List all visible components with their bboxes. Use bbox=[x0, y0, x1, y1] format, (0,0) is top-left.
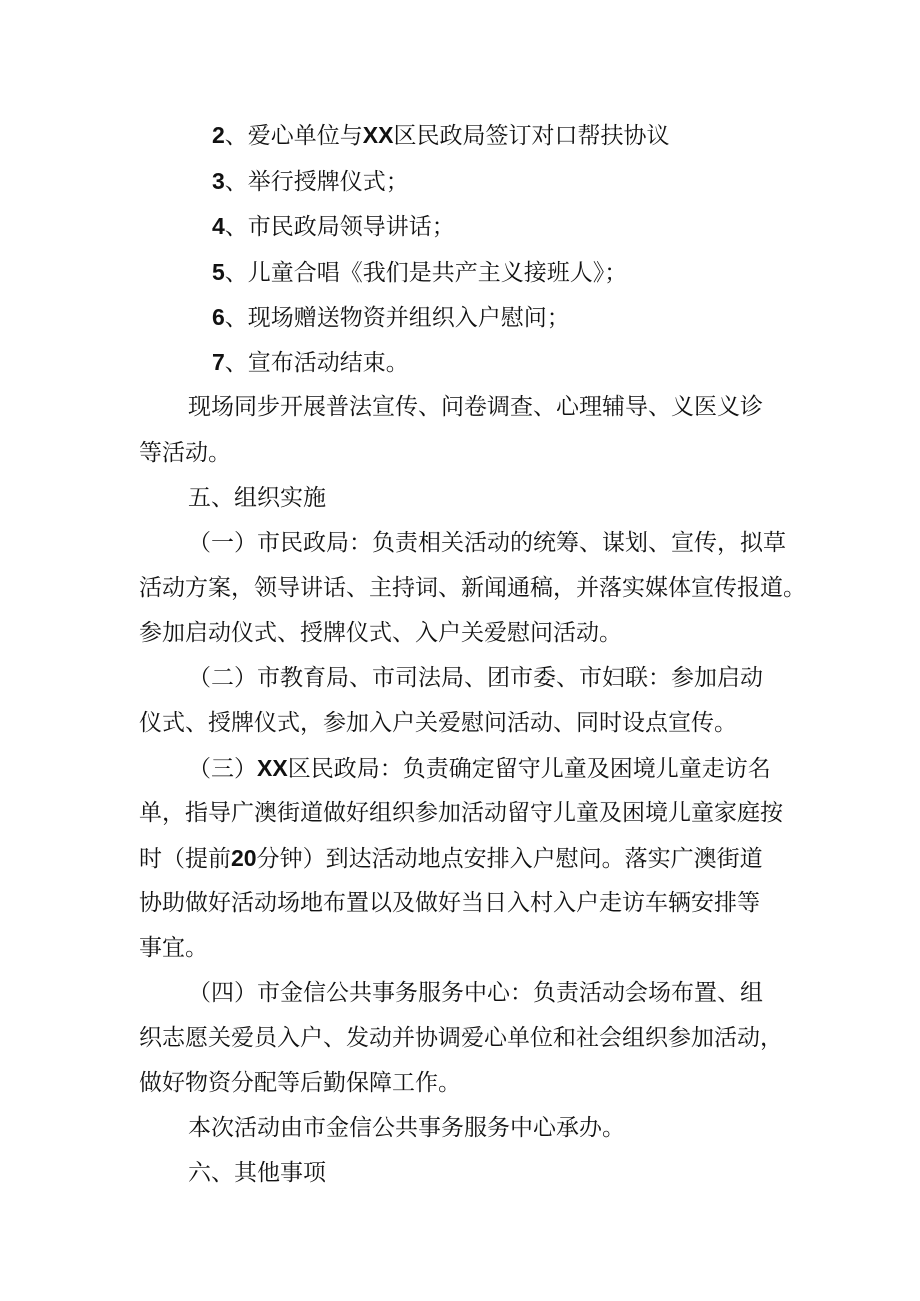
agenda-item-3: 3、举行授牌仪式； bbox=[212, 168, 409, 195]
section-5-p3-line-4: 协助做好活动场地布置以及做好当日入村入户走访车辆安排等 bbox=[139, 890, 760, 916]
agenda-item-6: 6、现场赠送物资并组织入户慰问； bbox=[212, 304, 570, 331]
section-5-p3-line-1: （三）XX区民政局：负责确定留守儿童及困境儿童走访名 bbox=[188, 755, 771, 782]
section-5-p3-line-5: 事宜。 bbox=[139, 935, 208, 961]
section-5-p4-line-1: （四）市金信公共事务服务中心：负责活动会场布置、组 bbox=[188, 980, 763, 1006]
sync-activities-line-2: 等活动。 bbox=[139, 440, 231, 466]
agenda-item-5: 5、儿童合唱《我们是共产主义接班人》； bbox=[212, 259, 628, 286]
section-5-p1-line-2: 活动方案，领导讲话、主持词、新闻通稿，并落实媒体宣传报道。 bbox=[139, 575, 806, 601]
sync-activities-line-1: 现场同步开展普法宣传、问卷调查、心理辅导、义医义诊 bbox=[188, 394, 763, 420]
section-5-p3-line-2: 单，指导广澳街道做好组织参加活动留守儿童及困境儿童家庭按 bbox=[139, 800, 783, 826]
agenda-item-2: 2、爱心单位与XX区民政局签订对口帮扶协议 bbox=[212, 122, 670, 149]
agenda-item-7: 7、宣布活动结束。 bbox=[212, 349, 409, 376]
organizer-statement: 本次活动由市金信公共事务服务中心承办。 bbox=[188, 1115, 625, 1141]
section-5-p2-line-2: 仪式、授牌仪式，参加入户关爱慰问活动、同时设点宣传。 bbox=[139, 710, 737, 736]
section-5-p4-line-2: 织志愿关爱员入户、发动并协调爱心单位和社会组织参加活动， bbox=[139, 1025, 783, 1051]
section-5-heading: 五、组织实施 bbox=[188, 485, 326, 511]
section-5-p4-line-3: 做好物资分配等后勤保障工作。 bbox=[139, 1070, 461, 1096]
section-5-p3-line-3: 时（提前20分钟）到达活动地点安排入户慰问。落实广澳街道 bbox=[139, 845, 763, 872]
section-5-p2-line-1: （二）市教育局、市司法局、团市委、市妇联：参加启动 bbox=[188, 665, 763, 691]
section-6-heading: 六、其他事项 bbox=[188, 1160, 326, 1186]
section-5-p1-line-1: （一）市民政局：负责相关活动的统筹、谋划、宣传，拟草 bbox=[188, 530, 786, 556]
section-5-p1-line-3: 参加启动仪式、授牌仪式、入户关爱慰问活动。 bbox=[139, 620, 622, 646]
agenda-item-4: 4、市民政局领导讲话； bbox=[212, 213, 455, 240]
